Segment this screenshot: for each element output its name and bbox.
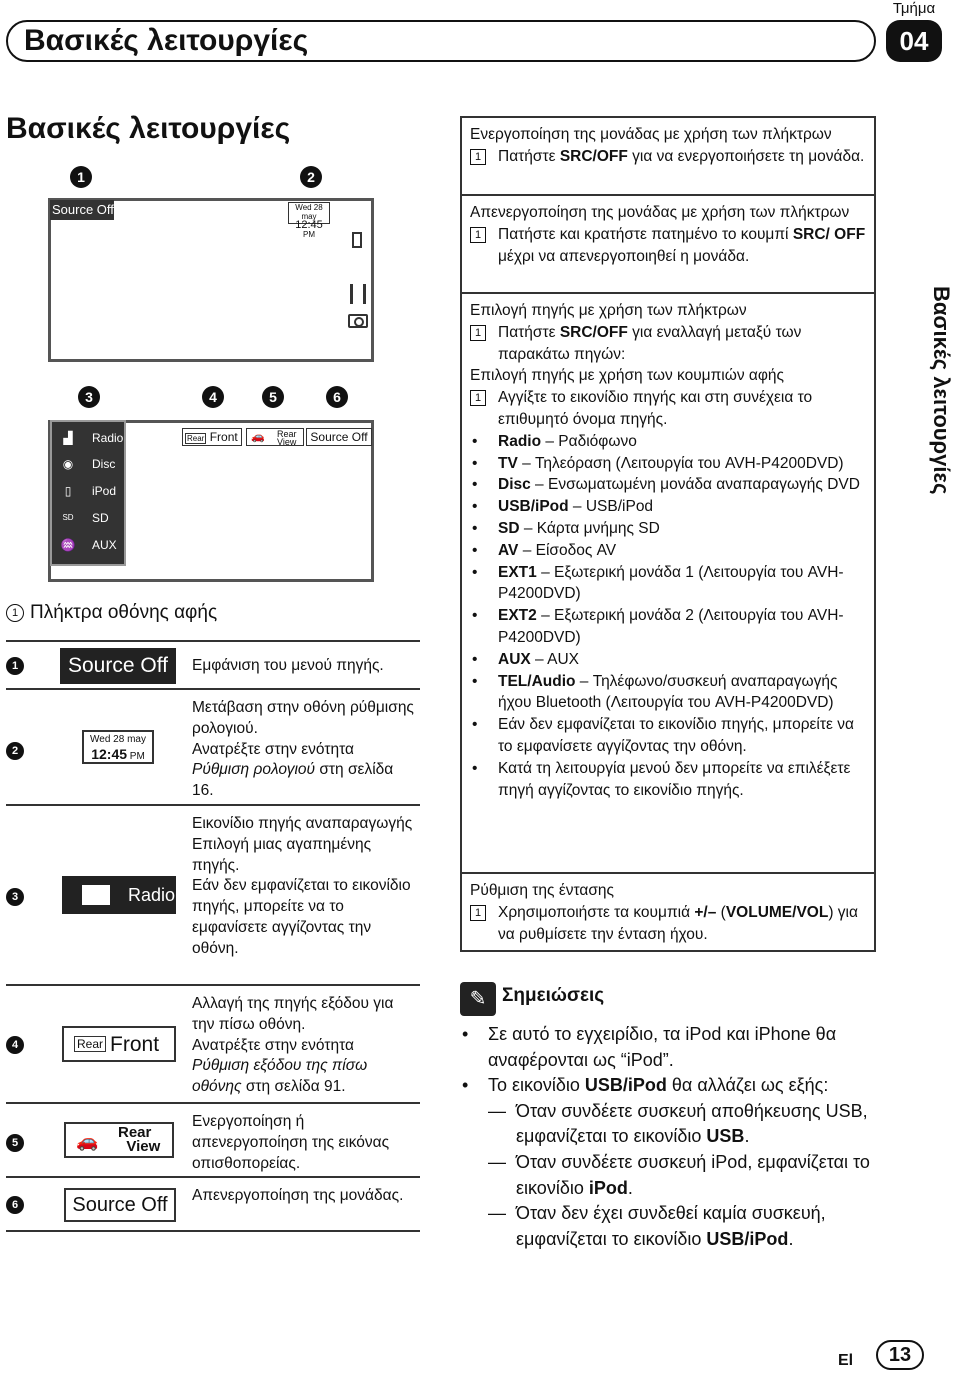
note-text: Εάν δεν εμφανίζεται το εικονίδιο πηγής, μπορείτε να το εμφανίσετε αγγίζοντας την οθόνη. [498, 716, 854, 755]
table-row [6, 640, 420, 688]
list-item [470, 453, 870, 475]
phone-icon[interactable] [352, 232, 362, 248]
source-name: AV [498, 541, 519, 559]
step-text: ( [720, 903, 726, 921]
source-desc: – Εξωτερική μονάδα 1 (Λειτουργία του AVH-P4200DVD) [498, 563, 844, 603]
power-off-section [470, 202, 870, 267]
source-desc: – USB/iPod [568, 498, 654, 516]
source-item-label: Radio [92, 431, 124, 445]
page-number: 13 [876, 1340, 924, 1370]
step-text: ) για να ρυθμίσετε την ένταση ήχου. [498, 903, 858, 943]
source-list [50, 420, 126, 566]
list-item [470, 496, 870, 518]
icon-name: iPod [588, 1177, 628, 1198]
source-desc: – Τηλεόραση (Λειτουργία του AVH-P4200DVD) [517, 454, 844, 472]
box-rule [460, 950, 876, 952]
step [470, 224, 870, 268]
rear-tag: Rear [187, 434, 205, 443]
source-name: AUX [498, 650, 531, 668]
source-name: TV [498, 454, 518, 472]
key-name: SRC/OFF [559, 147, 628, 165]
touch-keys-heading-text: Πλήκτρα οθόνης αφής [30, 602, 218, 623]
table-row [6, 688, 420, 804]
table-row [6, 1102, 420, 1176]
box-rule [460, 116, 876, 118]
source-off-tab[interactable]: Source Off [306, 428, 372, 446]
callout-4: 4 [202, 386, 224, 408]
rear-view-line-2: View [126, 1138, 161, 1155]
radio-icon: ▟ [63, 431, 73, 445]
clock-button[interactable] [288, 202, 330, 239]
rear-view-icon [64, 1122, 174, 1158]
step-number: 1 [470, 227, 486, 243]
clock-icon-date: Wed 28 may [90, 734, 146, 745]
front-label: Front [209, 430, 238, 444]
desc-line: Ανατρέξτε στην ενότητα [192, 1036, 354, 1054]
touch-keys-heading [6, 602, 217, 624]
source-item-label: iPod [92, 484, 117, 498]
source-name: EXT2 [498, 607, 537, 625]
source-off-button[interactable]: Source Off [50, 200, 114, 220]
step-text: Πατήστε [498, 147, 556, 165]
step [470, 902, 870, 946]
list-item [470, 431, 870, 453]
rear-view-line-1: Rear [118, 1124, 152, 1141]
source-item-label: SD [92, 511, 109, 525]
key-name: +/– [694, 903, 717, 921]
desc-link: Ρύθμιση ρολογιού [192, 761, 316, 779]
step-text: μέχρι να απενεργοποιηθεί η μονάδα. [498, 247, 750, 265]
car-icon: 🚗 [251, 431, 265, 443]
source-desc: – Τηλέφωνο/συσκευή αναπαραγωγής ήχου Bluetooth (Λειτουργία του AVH-P4200DVD) [498, 672, 838, 712]
row-badge: 6 [6, 1196, 24, 1214]
step [470, 322, 870, 366]
desc-line: Ανατρέξτε στην ενότητα [192, 740, 354, 758]
desc-line: Μετάβαση στην οθόνη ρύθμισης ρολογιού. [192, 699, 414, 737]
callout-3: 3 [78, 386, 100, 408]
row-badge: 5 [6, 1134, 24, 1152]
volume-section [470, 880, 870, 945]
source-item-label: Disc [92, 457, 116, 471]
desc-line: στη σελίδα 91. [245, 1078, 346, 1096]
clock-icon-pm: PM [129, 751, 145, 762]
notes-list [460, 1022, 880, 1252]
sd-icon: SD [62, 513, 74, 522]
tools-icon[interactable] [350, 284, 366, 304]
row-badge: 1 [6, 657, 24, 675]
list-item [470, 540, 870, 562]
source-name: EXT1 [498, 563, 537, 581]
source-desc: – Είσοδος AV [518, 541, 617, 559]
section-label: Τμήμα [892, 0, 936, 17]
step-number: 1 [470, 149, 486, 165]
source-desc: – AUX [530, 650, 579, 668]
section-heading: Ενεργοποίηση της μονάδας με χρήση των πλήκτρων [470, 126, 832, 143]
section-heading: Επιλογή πηγής με χρήση των κουμπιών αφής [470, 367, 785, 385]
step-text: για εναλλαγή μεταξύ των παρακάτω πηγών: [498, 323, 802, 363]
source-name: Disc [498, 476, 531, 494]
front-label: Front [110, 1033, 160, 1056]
step-text: Χρησιμοποιήστε τα κουμπιά [498, 903, 691, 921]
period: . [744, 1126, 750, 1147]
step [470, 146, 870, 168]
language-code: El [838, 1352, 854, 1369]
section-number-badge: 04 [886, 20, 942, 62]
callout-5: 5 [262, 386, 284, 408]
callout-6: 6 [326, 386, 348, 408]
note-text: Όταν δεν έχει συνδεθεί καμία συσκευή, εμφανίζεται το εικονίδιο [516, 1203, 826, 1249]
rear-tag: Rear [74, 1036, 106, 1052]
note-text: Όταν συνδέετε συσκευή iPod, εμφανίζεται το εικονίδιο [516, 1151, 870, 1198]
list-item [470, 605, 870, 649]
side-tab-label: Βασικές λειτουργίες [929, 286, 954, 495]
row-desc [192, 994, 418, 1098]
list-item [470, 758, 870, 802]
list-item: • Σε αυτό το εγχειρίδιο, τα iPod και iPhone θα αναφέρονται ως “iPod”. [460, 1022, 880, 1073]
source-name: SD [498, 519, 520, 537]
source-desc: – Εξωτερική μονάδα 2 (Λειτουργία του AVH-P4200DVD) [498, 607, 844, 646]
list-item [470, 671, 870, 715]
period: . [627, 1177, 633, 1198]
row-desc [192, 814, 418, 960]
source-off-icon: Source Off [60, 648, 176, 684]
icon-name: USB/iPod [584, 1075, 667, 1096]
clock-date: Wed 28 may [295, 203, 323, 221]
source-name: USB/iPod [498, 498, 569, 516]
list-item [460, 1099, 880, 1150]
aux-icon: ♒ [60, 538, 76, 552]
source-item-label: AUX [92, 538, 117, 552]
table-row [6, 984, 420, 1102]
list-item [460, 1201, 880, 1252]
rear-view-line-2: View [277, 437, 297, 447]
list-item [470, 562, 870, 606]
desc-line: Εάν δεν εμφανίζεται το εικονίδιο πηγής, μπορείτε να το εμφανίσετε αγγίζοντας την οθόνη. [192, 877, 411, 957]
row-desc: Εμφάνιση του μενού πηγής. [192, 657, 384, 674]
radio-icon-label: Radio [128, 885, 176, 905]
ipod-icon: ▯ [64, 484, 72, 498]
clock-icon [82, 730, 154, 764]
row-badge: 2 [6, 742, 24, 760]
clock-icon-time: 12:45 [91, 746, 128, 762]
note-text: θα αλλάζει ως εξής: [671, 1075, 829, 1096]
callout-2: 2 [300, 166, 322, 188]
source-name: TEL/Audio [498, 672, 576, 690]
note-text: Όταν συνδέετε συσκευή αποθήκευσης USB, εμφανίζεται το εικονίδιο [516, 1100, 868, 1147]
list-item [470, 714, 870, 758]
list-item [470, 649, 870, 671]
clock-pm: PM [303, 230, 315, 239]
icon-name: USB/iPod [706, 1228, 789, 1249]
desc-line: Αλλαγή της πηγής εξόδου για την πίσω οθόνη. [192, 995, 394, 1033]
desc-link: Ρύθμιση εξόδου της πίσω οθόνης [192, 1057, 368, 1096]
desc-line: στη σελίδα 16. [192, 761, 394, 800]
callout-1: 1 [70, 166, 92, 188]
desc-line: Επιλογή μιας αγαπημένης πηγής. [192, 835, 372, 874]
radio-source-icon [62, 876, 176, 914]
section-heading: Απενεργοποίηση της μονάδας με χρήση των πλήκτρων [470, 204, 850, 221]
table-row [6, 1176, 420, 1232]
key-name: VOLUME/VOL [725, 903, 829, 921]
pencil-icon: ✎ [460, 982, 496, 1016]
table-row [6, 804, 420, 984]
box-border-left [460, 116, 462, 952]
row-desc: Απενεργοποίηση της μονάδας. [192, 1187, 404, 1204]
row-badge: 3 [6, 888, 24, 906]
desc-line: Εικονίδιο πηγής αναπαραγωγής [192, 815, 413, 832]
box-rule [460, 872, 876, 874]
notes-title: Σημειώσεις [502, 985, 605, 1006]
source-desc: – Ραδιόφωνο [541, 432, 637, 450]
note-text: Το εικονίδιο [488, 1075, 580, 1096]
source-desc: – Ενσωματωμένη μονάδα αναπαραγωγής DVD [530, 476, 860, 494]
step-number: 1 [470, 325, 486, 341]
source-item-radio[interactable] [56, 426, 124, 450]
power-on-section [470, 124, 870, 168]
source-desc: – Κάρτα μνήμης SD [519, 519, 660, 537]
radio-icon [82, 885, 110, 905]
source-item-ipod[interactable] [56, 479, 124, 503]
box-border-right [874, 116, 876, 952]
rear-view-button[interactable] [246, 428, 304, 446]
step-text: Αγγίξτε το εικονίδιο πηγής και στη συνέχεια το επιθυμητό όνομα πηγής. [498, 389, 813, 428]
step-text: για να ενεργοποιήσετε τη μονάδα. [632, 147, 865, 165]
source-item-disc[interactable] [56, 452, 124, 476]
source-item-sd[interactable] [56, 506, 124, 530]
section-heading: Ρύθμιση της έντασης [470, 882, 615, 899]
list-item [460, 1073, 880, 1099]
camera-icon[interactable] [348, 314, 368, 328]
source-off-outline-icon: Source Off [64, 1188, 176, 1222]
rear-view-line-1: Rear [277, 429, 297, 439]
section-heading: Επιλογή πηγής με χρήση των πλήκτρων [470, 302, 747, 319]
step-number: 1 [6, 604, 24, 622]
row-desc: Ενεργοποίηση ή απενεργοποίηση της εικόνας οπισθοπορείας. [192, 1113, 390, 1172]
key-name: SRC/ OFF [792, 225, 866, 243]
note-text: Κατά τη λειτουργία μενού δεν μπορείτε να επιλέξετε πηγή αγγίζοντας το εικονίδιο πηγής. [498, 759, 851, 799]
box-rule [460, 194, 876, 196]
disc-icon: ◉ [62, 457, 74, 471]
rear-front-button[interactable] [182, 428, 242, 446]
step-text: Πατήστε [498, 323, 556, 341]
row-badge: 4 [6, 1036, 24, 1054]
source-item-aux[interactable] [56, 533, 124, 557]
step-number: 1 [470, 390, 486, 406]
source-name: Radio [498, 432, 542, 450]
select-source-section [470, 300, 870, 801]
list-item [470, 518, 870, 540]
period: . [788, 1228, 794, 1249]
rear-front-icon [62, 1026, 176, 1062]
step-number: 1 [470, 905, 486, 921]
list-item [460, 1150, 880, 1201]
key-name: SRC/OFF [559, 323, 628, 341]
box-rule [460, 292, 876, 294]
icon-name: USB [706, 1126, 745, 1147]
list-item [470, 474, 870, 496]
row-desc [192, 698, 418, 802]
header-title: Βασικές λειτουργίες [24, 24, 309, 57]
step [470, 387, 870, 431]
page-title: Βασικές λειτουργίες [6, 112, 291, 145]
step-text: Πατήστε και κρατήστε πατημένο το κουμπί [498, 225, 789, 243]
car-icon: 🚗 [76, 1131, 99, 1151]
clock-time: 12:45 [295, 219, 323, 231]
